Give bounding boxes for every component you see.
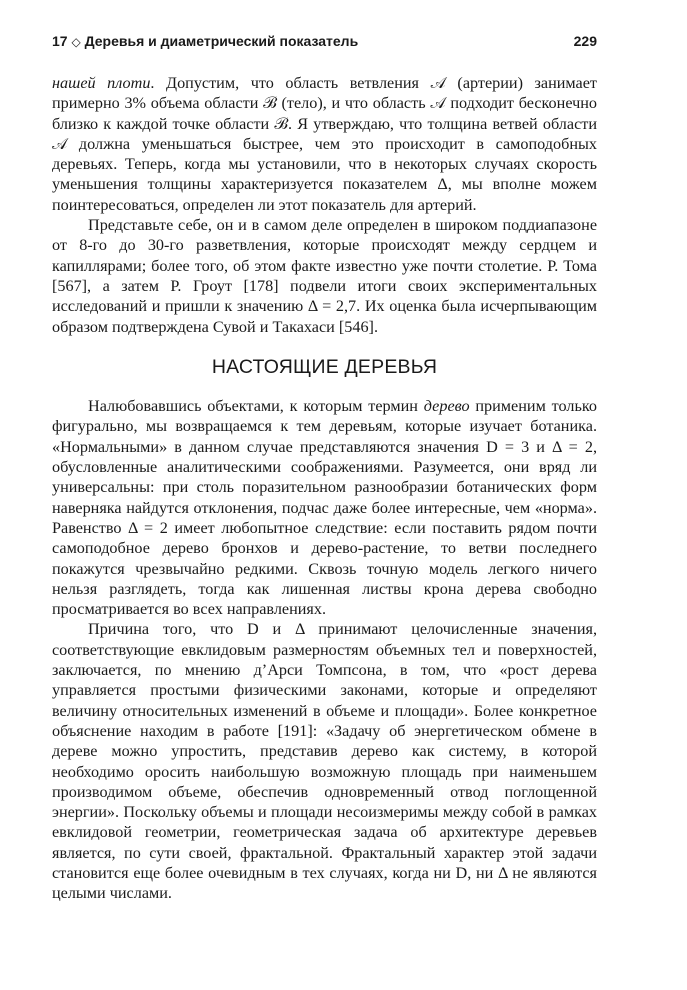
paragraph-1-text: . Допустим, что область ветвления 𝒜 (артерии) занимает примерно 3% объема области ℬ (тело), и что область 𝒜 подходит бесконечно близко к каждой точке области ℬ. Я утверждаю, что толщина ветвей области 𝒜 должна уменьшаться быстрее, чем это происходит в самоподобных деревьях. Теперь, когда мы установили, что в некоторых случаях скорость уменьшения толщины характеризуется показателем Δ, мы вполне можем поинтересоваться, определен ли этот показатель для артерий. <box>52 74 597 214</box>
paragraph-4: Причина того, что D и Δ принимают целочисленные значения, соответствующие евклидовым размерностям объемных тел и поверхностей, заключается, по мнению д’Арси Томпсона, в том, что «рост дерева управляется простыми физическими законами, которые и определяют величину относительных изменений в объеме и площади». Более конкретное объяснение находим в работе [191]: «Задачу об энергетическом обмене в дереве можно упростить, представив дерево как систему, в которой необходимо оросить наибольшую возможную площадь при наименьшем производимом объеме, обеспечив одновременный отвод поглощенной энергии». Поскольку объемы и площади несоизмеримы между собой в рамках евклидовой геометрии, геометрическая задача об архитектуре деревьев является, по сути своей, фрактальной. Фрактальный характер этой задачи становится еще более очевидным в тех случаях, когда ни D, ни Δ не являются целыми числами. <box>52 620 597 903</box>
page-number: 229 <box>573 33 597 49</box>
paragraph-3-text-start: Налюбовавшись объектами, к которым термин <box>88 397 424 416</box>
paragraph-2: Представьте себе, он и в самом деле определен в широком поддиапазоне от 8-го до 30-го разветвления, которые происходят между сердцем и капиллярами; более того, об этом факте известно уже почти столетие. Р. Тома [567], а затем Р. Гроут [178] подвели итоги своих экспериментальных исследований и пришли к значению Δ = 2,7. Их оценка была исчерпывающим образом подтверждена Сувой и Такахаси [546]. <box>52 216 597 336</box>
paragraph-3-text-rest: применим только фигурально, мы возвращаемся к тем деревьям, которые изучает ботаника. «Нормальными» в данном случае представляются значения D = 3 и Δ = 2, обусловленные аналитическими соображениями. Разумеется, они вряд ли универсальны: при столь поразительном разнообразии ботанических форм наверняка найдутся отклонения, подчас даже более интересные, чем «норма». Равенство Δ = 2 имеет любопытное следствие: если поставить рядом почти самоподобное дерево бронхов и дерево-растение, то ветви последнего покажутся чрезвычайно редкими. Сквозь точную модель легкого ничего нельзя разглядеть, тогда как лишенная листвы крона дерева свободно просматривается во всех направлениях. <box>52 397 597 619</box>
chapter-title: Деревья и диаметрический показатель <box>84 33 359 49</box>
paragraph-3 <box>52 396 597 619</box>
paragraph-1-italic-lead: нашей плоти <box>52 74 151 92</box>
page-body <box>52 73 597 904</box>
diamond-separator-icon: ◇ <box>71 35 81 49</box>
paragraph-3-italic-term: дерево <box>423 397 470 416</box>
paragraph-1 <box>52 73 597 215</box>
chapter-heading <box>52 33 358 49</box>
section-title: НАСТОЯЩИЕ ДЕРЕВЬЯ <box>211 355 438 378</box>
chapter-number: 17 <box>52 33 68 49</box>
